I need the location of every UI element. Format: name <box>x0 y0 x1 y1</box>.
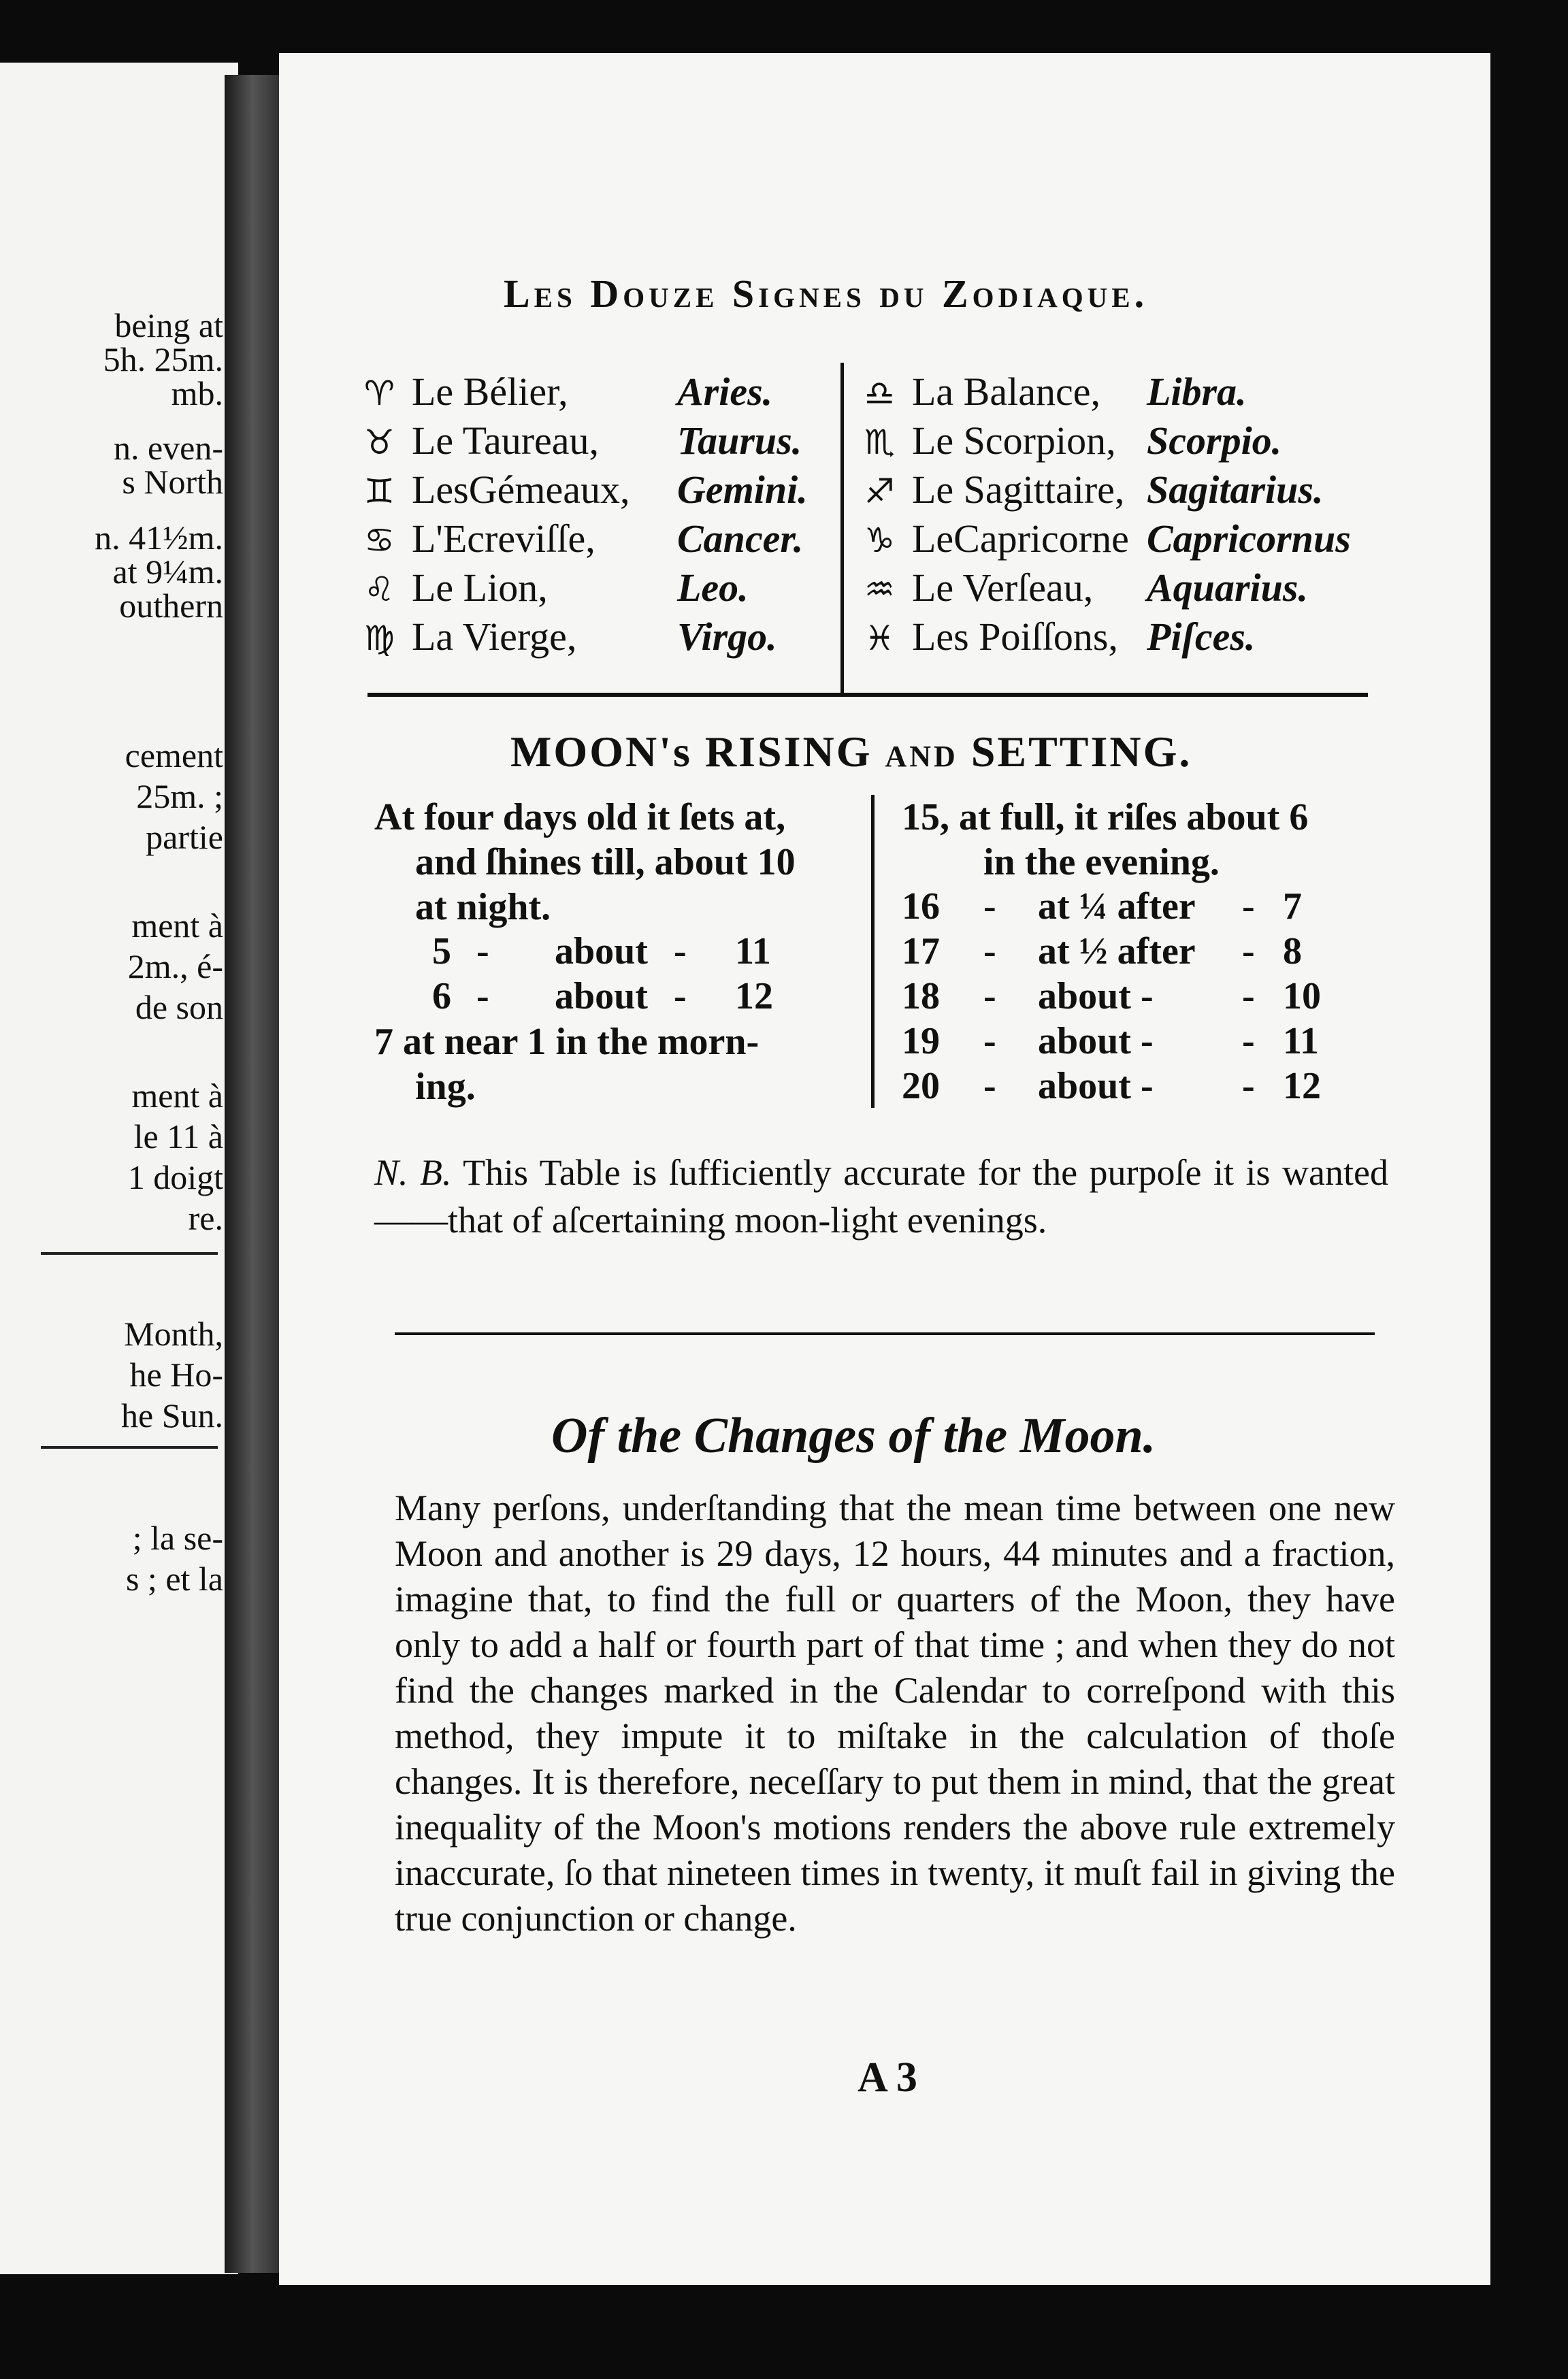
zodiac-french-name: Le Scorpion, <box>912 419 1116 463</box>
zodiac-sign-row <box>864 370 1100 416</box>
virgo-icon: ♍ <box>364 619 395 658</box>
moon-table-sep: - <box>983 930 996 972</box>
left-page-line: Month, <box>124 1315 223 1353</box>
moon-table-line: in the evening. <box>983 841 1220 883</box>
left-page-line: at 9¼m. <box>112 553 223 591</box>
moon-table-dash: - <box>1242 1065 1255 1107</box>
scorpio-icon: ♏ <box>864 423 895 462</box>
moon-table-day: 16 <box>902 885 940 928</box>
section-divider-rule <box>395 1332 1375 1335</box>
left-page-fragment <box>0 63 238 2274</box>
zodiac-divider-rule <box>368 693 1368 697</box>
zodiac-latin-name: Piſces. <box>1147 614 1256 659</box>
moon-table-line: at night. <box>415 886 551 928</box>
left-page-rule <box>41 1446 218 1449</box>
zodiac-latin-name: Sagitarius. <box>1147 467 1324 512</box>
moon-table-dash: - <box>1242 930 1255 972</box>
aquarius-icon: ♒ <box>864 570 895 609</box>
left-page-line: partie <box>146 818 223 856</box>
moon-table-desc: at ½ after <box>1038 930 1196 972</box>
left-page-line: outhern <box>119 587 223 625</box>
moon-table-dash: - <box>1242 885 1255 928</box>
moon-table-sep: - <box>983 885 996 928</box>
moon-table-sep: - <box>983 1020 996 1062</box>
zodiac-sign-row <box>864 419 1116 465</box>
changes-title: Of the Changes of the Moon. <box>551 1408 1156 1464</box>
zodiac-french-name: Le Taureau, <box>412 419 600 463</box>
zodiac-french-name: Les Poiſſons, <box>912 614 1118 659</box>
zodiac-french-name: Le Bélier, <box>412 370 568 414</box>
zodiac-sign-row <box>364 419 599 465</box>
moon-table-line: 15, at full, it riſes about 6 <box>902 796 1309 838</box>
zodiac-latin-name: Scorpio. <box>1147 419 1282 463</box>
zodiac-sign-row <box>364 565 548 612</box>
left-page-line: he Sun. <box>121 1396 223 1434</box>
changes-paragraph: Many perſons, underſtanding that the mean time between one new Moon and another is 29 days, 12 hours, 44 minutes and a fraction, imagine that, to find the full or quarters of the Moon, they have only to add a half or fourth part of that time ; and when they do not find the changes marked in the Calendar to correſpond with this method, they impute it to miſtake in the calculation of thoſe changes. It is therefore, neceſſary to put them in mind, that the great inequality of the Moon's motions renders the above rule extremely inaccurate, ſo that nineteen times in twenty, it muſt fail in giving the true conjunction or change. <box>395 1488 1395 1939</box>
moon-table-val: 11 <box>735 930 771 972</box>
note-label: N. B. <box>374 1152 452 1193</box>
sagittarius-icon: ♐ <box>864 472 895 511</box>
zodiac-latin-name: Cancer. <box>677 516 804 561</box>
moon-table-day: 17 <box>902 930 940 972</box>
left-page-line: 25m. ; <box>136 777 223 815</box>
moon-table-dash: - <box>674 975 687 1017</box>
folio-signature: A 3 <box>858 2054 917 2101</box>
leo-icon: ♌ <box>364 570 395 609</box>
left-page-rule <box>41 1252 218 1255</box>
left-page-line: s North <box>122 463 223 501</box>
moon-table-desc: about - <box>1038 1020 1154 1062</box>
moon-table-divider <box>871 795 875 1108</box>
moon-table-day: 18 <box>902 975 940 1017</box>
zodiac-sign-row <box>864 516 1129 563</box>
left-page-line: he Ho- <box>129 1356 223 1394</box>
zodiac-column-divider <box>840 363 844 693</box>
left-page-line: n. 41½m. <box>95 519 223 557</box>
gemini-icon: ♊ <box>364 472 395 511</box>
zodiac-sign-row <box>364 370 568 416</box>
moon-table-desc: about - <box>1038 975 1154 1017</box>
left-page-line: ; la se- <box>132 1519 223 1557</box>
left-page-line: cement <box>125 736 223 774</box>
zodiac-sign-row <box>364 467 630 514</box>
zodiac-sign-row <box>864 614 1118 661</box>
moon-title-a: MOON's RISING <box>510 727 872 776</box>
moon-table-line: At four days old it ſets at, <box>374 796 786 838</box>
left-page-line: le 11 à <box>133 1117 223 1155</box>
moon-table-val: 11 <box>1283 1020 1319 1062</box>
left-page-line: re. <box>188 1199 223 1237</box>
moon-table-sep: - <box>476 930 489 972</box>
moon-table-day: 19 <box>902 1020 940 1062</box>
left-page-line: ment à <box>131 1077 223 1115</box>
moon-table-val: 7 <box>1283 885 1302 928</box>
moon-table-sep: - <box>983 975 996 1017</box>
left-page-line: ment à <box>131 906 223 945</box>
zodiac-latin-name: Aquarius. <box>1147 565 1308 610</box>
moon-table-day: 20 <box>902 1065 940 1107</box>
zodiac-latin-name: Libra. <box>1147 370 1247 414</box>
moon-table-val: 10 <box>1283 975 1321 1017</box>
left-page-line: being at <box>114 306 223 344</box>
left-page-line: 1 doigt <box>127 1158 223 1196</box>
moon-table-desc: about <box>555 975 648 1017</box>
zodiac-sign-row <box>364 614 576 661</box>
taurus-icon: ♉ <box>364 423 395 462</box>
table-note <box>374 1149 1388 1244</box>
moon-table-val: 8 <box>1283 930 1302 972</box>
right-page <box>279 53 1490 2285</box>
moon-table-line: ing. <box>415 1066 476 1108</box>
moon-table-val: 12 <box>1283 1065 1321 1107</box>
left-page-line: s ; et la <box>125 1560 223 1598</box>
moon-table-desc: about - <box>1038 1065 1154 1107</box>
left-page-line: mb. <box>171 374 223 412</box>
note-text: This Table is ſufficiently accurate for the purpoſe it is wanted——that of aſcertaining moon-light evenings. <box>374 1152 1388 1241</box>
book-gutter <box>225 75 286 2273</box>
moon-title-and: AND <box>885 740 958 773</box>
moon-table-sep: - <box>476 975 489 1017</box>
zodiac-french-name: Le Sagittaire, <box>912 467 1125 512</box>
moon-table-desc: at ¼ after <box>1038 885 1196 928</box>
capricorn-icon: ♑ <box>864 521 895 560</box>
zodiac-latin-name: Capricornus <box>1147 516 1351 561</box>
zodiac-sign-row <box>864 565 1093 612</box>
moon-table-day: 6 <box>432 975 451 1017</box>
zodiac-french-name: LesGémeaux, <box>412 467 630 512</box>
zodiac-title: Les Douze Signes du Zodiaque. <box>504 272 1149 316</box>
cancer-icon: ♋ <box>364 521 395 560</box>
moon-table-dash: - <box>674 930 687 972</box>
moon-table-dash: - <box>1242 1020 1255 1062</box>
zodiac-latin-name: Leo. <box>677 565 749 610</box>
zodiac-french-name: La Vierge, <box>412 614 577 659</box>
zodiac-latin-name: Taurus. <box>677 419 802 463</box>
aries-icon: ♈ <box>364 374 395 413</box>
moon-table-dash: - <box>1242 975 1255 1017</box>
moon-table-desc: about <box>555 930 648 972</box>
left-page-line: 5h. 25m. <box>103 340 223 378</box>
zodiac-latin-name: Gemini. <box>677 467 808 512</box>
left-page-line: n. even- <box>113 429 223 467</box>
moon-table-val: 12 <box>735 975 773 1017</box>
left-page-line: de son <box>135 988 223 1026</box>
zodiac-french-name: La Balance, <box>912 370 1100 414</box>
zodiac-french-name: L'Ecreviſſe, <box>412 516 595 561</box>
zodiac-french-name: Le Lion, <box>412 565 548 610</box>
zodiac-latin-name: Virgo. <box>677 614 777 659</box>
pisces-icon: ♓ <box>864 619 895 658</box>
zodiac-sign-row <box>864 467 1124 514</box>
moon-table-day: 5 <box>432 930 451 972</box>
moon-table-sep: - <box>983 1065 996 1107</box>
zodiac-french-name: LeCapricorne <box>912 516 1129 561</box>
zodiac-sign-row <box>364 516 595 563</box>
zodiac-french-name: Le Verſeau, <box>912 565 1094 610</box>
moon-table-line: and ſhines till, about 10 <box>415 841 796 883</box>
zodiac-latin-name: Aries. <box>677 370 773 414</box>
moon-table-line: 7 at near 1 in the morn- <box>374 1021 760 1063</box>
moon-title-b: SETTING. <box>970 727 1192 776</box>
moon-table-title <box>510 727 1192 777</box>
left-page-line: 2m., é- <box>127 947 223 985</box>
libra-icon: ♎ <box>864 374 895 413</box>
